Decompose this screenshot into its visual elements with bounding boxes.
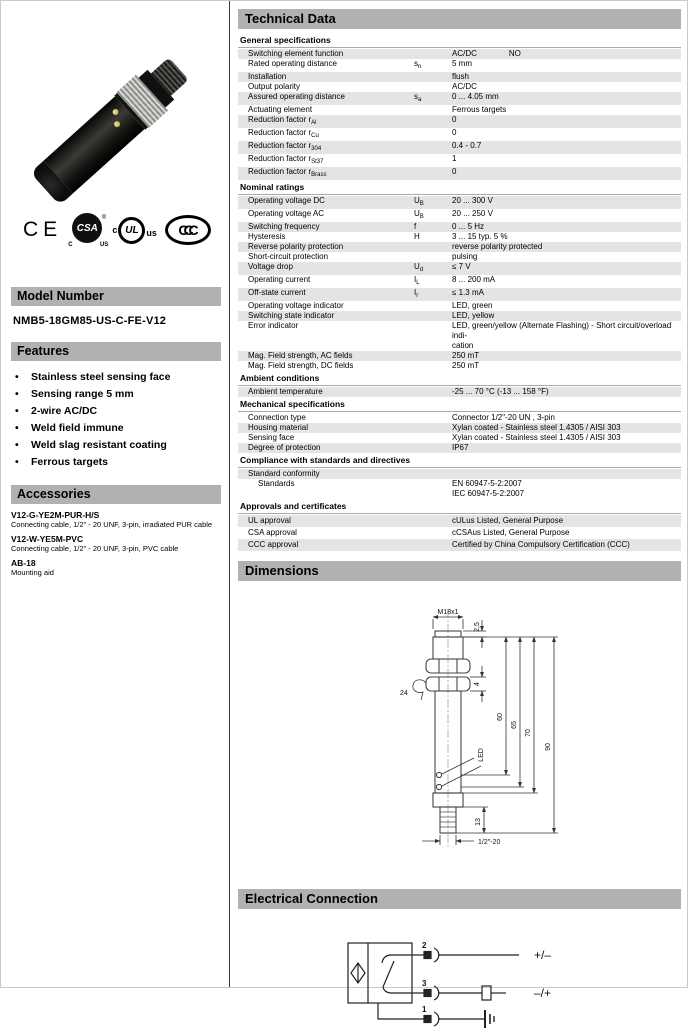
spec-label: Output polarity — [248, 82, 301, 91]
dim-thread-label: M18x1 — [437, 609, 459, 616]
spec-value-line: LED, green/yellow (Alternate Flashing) - Short circuit/overload indi- — [452, 321, 672, 340]
bullet-icon: • — [15, 456, 19, 468]
pin2-number: 2 — [422, 941, 427, 950]
spec-value: LED, yellow — [452, 311, 495, 320]
spec-row — [238, 262, 681, 275]
spec-value — [452, 479, 681, 499]
spec-symbol — [414, 321, 452, 351]
spec-label: Ambient temperature — [248, 387, 323, 396]
dim-70-label: 70 — [525, 729, 532, 737]
spec-value: Certified by China Compulsory Certification (CCC) — [452, 540, 630, 549]
spec-label: Reduction factor $r_{Al}$ — [248, 115, 317, 126]
spec-symbol — [414, 469, 452, 479]
accessory-name: V12-W-YE5M-PVC — [11, 534, 84, 544]
led-drawing-2 — [436, 784, 441, 789]
spec-value: 0 ... 5 Hz — [452, 222, 485, 231]
feature-text: Weld field immune — [31, 422, 124, 434]
left-column — [11, 9, 221, 577]
feature-item — [15, 386, 221, 403]
spec-symbol — [414, 539, 452, 551]
spec-row — [238, 242, 681, 252]
spec-value: Ferrous targets — [452, 105, 507, 114]
spec-symbol — [414, 479, 452, 499]
spec-symbol — [414, 72, 452, 82]
dim-bottom-thread-label: 1/2"-20 — [478, 839, 501, 846]
spec-symbol: H — [414, 232, 420, 241]
accessory-description: Connecting cable, 1/2" - 20 UNF, 3-pin, irradiated PUR cable — [11, 520, 213, 529]
spec-label: Operating voltage DC — [248, 196, 325, 205]
wrench-size-label: 24 — [400, 690, 408, 697]
spec-symbol — [414, 433, 452, 443]
model-number-value: NMB5-18GM85-US-C-FE-V12 — [13, 315, 167, 327]
spec-label: Operating voltage indicator — [248, 301, 344, 310]
accessory-item — [11, 510, 221, 529]
spec-value: AC/DC NO — [452, 49, 521, 58]
led-label: LED — [478, 748, 485, 762]
pin2-polarity-label: +/– — [534, 948, 552, 962]
spec-row — [238, 92, 681, 105]
spec-row — [238, 301, 681, 311]
spec-row — [238, 479, 681, 499]
pin2-terminal — [424, 952, 431, 959]
dim-60-label: 60 — [497, 713, 504, 721]
ce-mark-icon: CE — [23, 218, 63, 241]
section-header: Approvals and certificates — [238, 499, 681, 514]
spec-symbol — [414, 49, 452, 59]
bullet-icon: • — [15, 422, 19, 434]
technical-data-header: Technical Data — [238, 9, 681, 29]
product-photo — [11, 9, 221, 201]
spec-value — [452, 469, 681, 479]
spec-label: Reduction factor $r_{Brass}$ — [248, 167, 327, 178]
spec-symbol: $s_n$ — [414, 59, 422, 70]
spec-value: 8 ... 200 mA — [452, 275, 496, 284]
feature-item — [15, 403, 221, 420]
section-header: General specifications — [238, 33, 681, 48]
spec-label: UL approval — [248, 516, 291, 525]
spec-label: Error indicator — [248, 321, 299, 330]
section-header: Ambient conditions — [238, 371, 681, 386]
features-header: Features — [11, 342, 221, 361]
switch-blade — [383, 961, 394, 987]
feature-item — [15, 437, 221, 454]
spec-symbol — [414, 301, 452, 311]
feature-item — [15, 369, 221, 386]
accessory-description: Connecting cable, 1/2" - 20 UNF, 3-pin, PVC cable — [11, 544, 179, 553]
spec-value: Xylan coated - Stainless steel 1.4305 / AISI 303 — [452, 423, 621, 432]
spec-row — [238, 222, 681, 232]
spec-row — [238, 423, 681, 433]
accessories-list — [11, 510, 221, 577]
dim-90-label: 90 — [545, 743, 552, 751]
spec-label: Off-state current — [248, 288, 306, 297]
dimensions-header: Dimensions — [238, 561, 681, 581]
ground-icon — [485, 1010, 494, 1028]
dim-13-label: 13 — [475, 818, 482, 826]
spec-symbol — [414, 242, 452, 252]
spec-value: reverse polarity protected — [452, 242, 543, 251]
accessory-name: V12-G-YE2M-PUR-H/S — [11, 510, 100, 520]
dim-65-label: 65 — [511, 721, 518, 729]
spec-value: 1 — [452, 154, 457, 163]
spec-label: Short-circuit protection — [248, 252, 329, 261]
spec-row — [238, 361, 681, 371]
spec-label: Degree of protection — [248, 443, 321, 452]
feature-text: Stainless steel sensing face — [31, 371, 171, 383]
registered-mark: ® — [101, 215, 107, 221]
electrical-connection-header: Electrical Connection — [238, 889, 681, 909]
spec-symbol — [414, 387, 452, 397]
spec-label: Operating voltage AC — [248, 209, 325, 218]
spec-label: Reduction factor $r_{304}$ — [248, 141, 322, 152]
spec-value: 20 ... 300 V — [452, 196, 493, 205]
pin3-polarity-label: –/+ — [534, 986, 552, 1000]
spec-row — [238, 167, 681, 180]
dim-lip-label: 2,5 — [474, 622, 481, 632]
led-indicator — [113, 120, 121, 128]
spec-row — [238, 515, 681, 527]
spec-symbol: $I_L$ — [414, 275, 420, 286]
spec-symbol: f — [414, 222, 417, 231]
dim-nut-label: 4 — [474, 682, 481, 686]
spec-row — [238, 105, 681, 115]
spec-symbol — [414, 361, 452, 371]
spec-row — [238, 469, 681, 479]
spec-value: cULus Listed, General Purpose — [452, 516, 564, 525]
bullet-icon: • — [15, 439, 19, 451]
spec-label: Installation — [248, 72, 287, 81]
dimension-drawing — [238, 597, 681, 889]
spec-value: ≤ 1.3 mA — [452, 288, 484, 297]
feature-text: Ferrous targets — [31, 456, 109, 468]
csa-c-label: C — [68, 242, 73, 248]
pin3-terminal — [424, 990, 431, 997]
spec-value: LED, green — [452, 301, 493, 310]
spec-symbol — [414, 527, 452, 539]
spec-value — [452, 321, 681, 351]
spec-value-2: NO — [508, 49, 521, 58]
spec-value: IP67 — [452, 443, 469, 452]
spec-value: flush — [452, 72, 469, 81]
spec-label: Standards — [258, 479, 295, 488]
spec-label: Mag. Field strength, DC fields — [248, 361, 354, 370]
ul-us-label: us — [146, 227, 157, 238]
ccc-logo-icon: CCC — [165, 215, 211, 245]
accessories-header: Accessories — [11, 485, 221, 504]
bullet-icon: • — [15, 371, 19, 383]
spec-value: 0.4 - 0.7 — [452, 141, 482, 150]
spec-value: ≤ 7 V — [452, 262, 471, 271]
spec-row — [238, 115, 681, 128]
spec-row — [238, 433, 681, 443]
switch-lead — [382, 955, 412, 963]
csa-logo-icon — [68, 213, 109, 248]
spec-label: Actuating element — [248, 105, 313, 114]
spec-label: Assured operating distance — [248, 92, 345, 101]
spec-label: Housing material — [248, 423, 309, 432]
features-list — [11, 369, 221, 471]
spec-value-line: IEC 60947-5-2:2007 — [452, 489, 525, 498]
spec-symbol — [414, 443, 452, 453]
spec-symbol — [414, 515, 452, 527]
spec-symbol: $U_B$ — [414, 209, 424, 220]
spec-symbol — [414, 351, 452, 361]
spec-row — [238, 72, 681, 82]
spec-row — [238, 82, 681, 92]
spec-label: Hysteresis — [248, 232, 286, 241]
spec-value: 0 — [452, 167, 457, 176]
load-symbol — [482, 986, 491, 1000]
spec-symbol — [414, 141, 452, 154]
spec-label: Voltage drop — [248, 262, 293, 271]
right-column — [238, 9, 681, 1035]
spec-symbol — [414, 115, 452, 128]
spec-value: pulsing — [452, 252, 478, 261]
spec-value-line: EN 60947-5-2:2007 — [452, 479, 522, 488]
spec-value: -25 ... 70 °C (-13 ... 158 °F) — [452, 387, 549, 396]
spec-row — [238, 387, 681, 397]
spec-label: Operating current — [248, 275, 311, 284]
feature-item — [15, 420, 221, 437]
spec-label: CSA approval — [248, 528, 297, 537]
spec-row — [238, 196, 681, 209]
spec-label: Switching state indicator — [248, 311, 335, 320]
spec-value: AC/DC — [452, 82, 477, 91]
model-number-header: Model Number — [11, 287, 221, 306]
spec-symbol — [414, 167, 452, 180]
spec-symbol: $U_d$ — [414, 262, 424, 273]
led-indicator — [111, 108, 119, 116]
spec-symbol: $I_r$ — [414, 288, 419, 299]
accessory-name: AB-18 — [11, 558, 36, 568]
spec-value: 0 — [452, 115, 457, 124]
feature-text: 2-wire AC/DC — [31, 405, 98, 417]
spec-label: CCC approval — [248, 540, 299, 549]
spec-row — [238, 49, 681, 59]
accessory-item — [11, 534, 221, 553]
section-header: Compliance with standards and directives — [238, 453, 681, 468]
bullet-icon: • — [15, 388, 19, 400]
spec-row — [238, 321, 681, 351]
ul-c-label: c — [112, 224, 118, 235]
pin1-lead — [378, 1003, 424, 1019]
spec-label: Connection type — [248, 413, 306, 422]
bullet-icon: • — [15, 405, 19, 417]
csa-us-label: US — [99, 242, 109, 248]
spec-row — [238, 443, 681, 453]
spec-label: Switching element function — [248, 49, 344, 58]
spec-value: cCSAus Listed, General Purpose — [452, 528, 570, 537]
feature-item — [15, 454, 221, 471]
ul-logo-icon — [112, 217, 157, 244]
spec-row — [238, 232, 681, 242]
feature-text: Weld slag resistant coating — [31, 439, 167, 451]
spec-value: 3 ... 15 typ. 5 % — [452, 232, 508, 241]
spec-value: 0 — [452, 128, 457, 137]
spec-value: 20 ... 250 V — [452, 209, 493, 218]
spec-symbol — [414, 413, 452, 423]
pin1-number: 1 — [422, 1005, 427, 1014]
led-drawing-1 — [436, 772, 441, 777]
spec-label: Switching frequency — [248, 222, 320, 231]
spec-value: 250 mT — [452, 351, 480, 360]
spec-row — [238, 59, 681, 72]
spec-row — [238, 128, 681, 141]
spec-symbol — [414, 82, 452, 92]
spec-row — [238, 154, 681, 167]
spec-label: Reduction factor $r_{St37}$ — [248, 154, 324, 165]
spec-value: 5 mm — [452, 59, 472, 68]
spec-row — [238, 141, 681, 154]
spec-symbol: $s_a$ — [414, 92, 422, 103]
pin3-lead — [383, 987, 412, 993]
pin3-number: 3 — [422, 979, 427, 988]
accessory-item — [11, 558, 221, 577]
ul-monogram: UL — [118, 217, 145, 244]
spec-value: 0 ... 4.05 mm — [452, 92, 499, 101]
spec-symbol — [414, 154, 452, 167]
accessory-description: Mounting aid — [11, 568, 54, 577]
section-header: Nominal ratings — [238, 180, 681, 195]
spec-label: Reduction factor $r_{Cu}$ — [248, 128, 319, 139]
spec-value: 250 mT — [452, 361, 480, 370]
spec-row — [238, 311, 681, 321]
spec-symbol — [414, 311, 452, 321]
spec-label: Standard conformity — [248, 469, 320, 478]
spec-row — [238, 351, 681, 361]
spec-row — [238, 527, 681, 539]
electrical-diagram — [238, 931, 681, 1035]
spec-row — [238, 275, 681, 288]
wrench-icon — [413, 680, 426, 700]
column-divider — [229, 1, 230, 987]
spec-label: Mag. Field strength, AC fields — [248, 351, 353, 360]
spec-value: Xylan coated - Stainless steel 1.4305 / AISI 303 — [452, 433, 621, 442]
spec-row — [238, 288, 681, 301]
spec-label: Reverse polarity protection — [248, 242, 344, 251]
spec-symbol: $U_B$ — [414, 196, 424, 207]
feature-text: Sensing range 5 mm — [31, 388, 134, 400]
pin1-terminal — [424, 1016, 431, 1023]
sensor-image — [30, 44, 202, 205]
spec-row — [238, 413, 681, 423]
spec-label: Rated operating distance — [248, 59, 337, 68]
spec-value-line: cation — [452, 341, 474, 350]
spec-symbol — [414, 423, 452, 433]
spec-value: Connector 1/2"-20 UN , 3-pin — [452, 413, 555, 422]
spec-row — [238, 539, 681, 551]
spec-symbol — [414, 252, 452, 262]
csa-monogram: CSA — [72, 213, 102, 243]
spec-symbol — [414, 128, 452, 141]
section-header: Mechanical specifications — [238, 397, 681, 412]
spec-row — [238, 209, 681, 222]
spec-row — [238, 252, 681, 262]
spec-label: Sensing face — [248, 433, 295, 442]
tech-table — [238, 33, 681, 551]
certification-logos — [23, 209, 211, 251]
spec-symbol — [414, 105, 452, 115]
